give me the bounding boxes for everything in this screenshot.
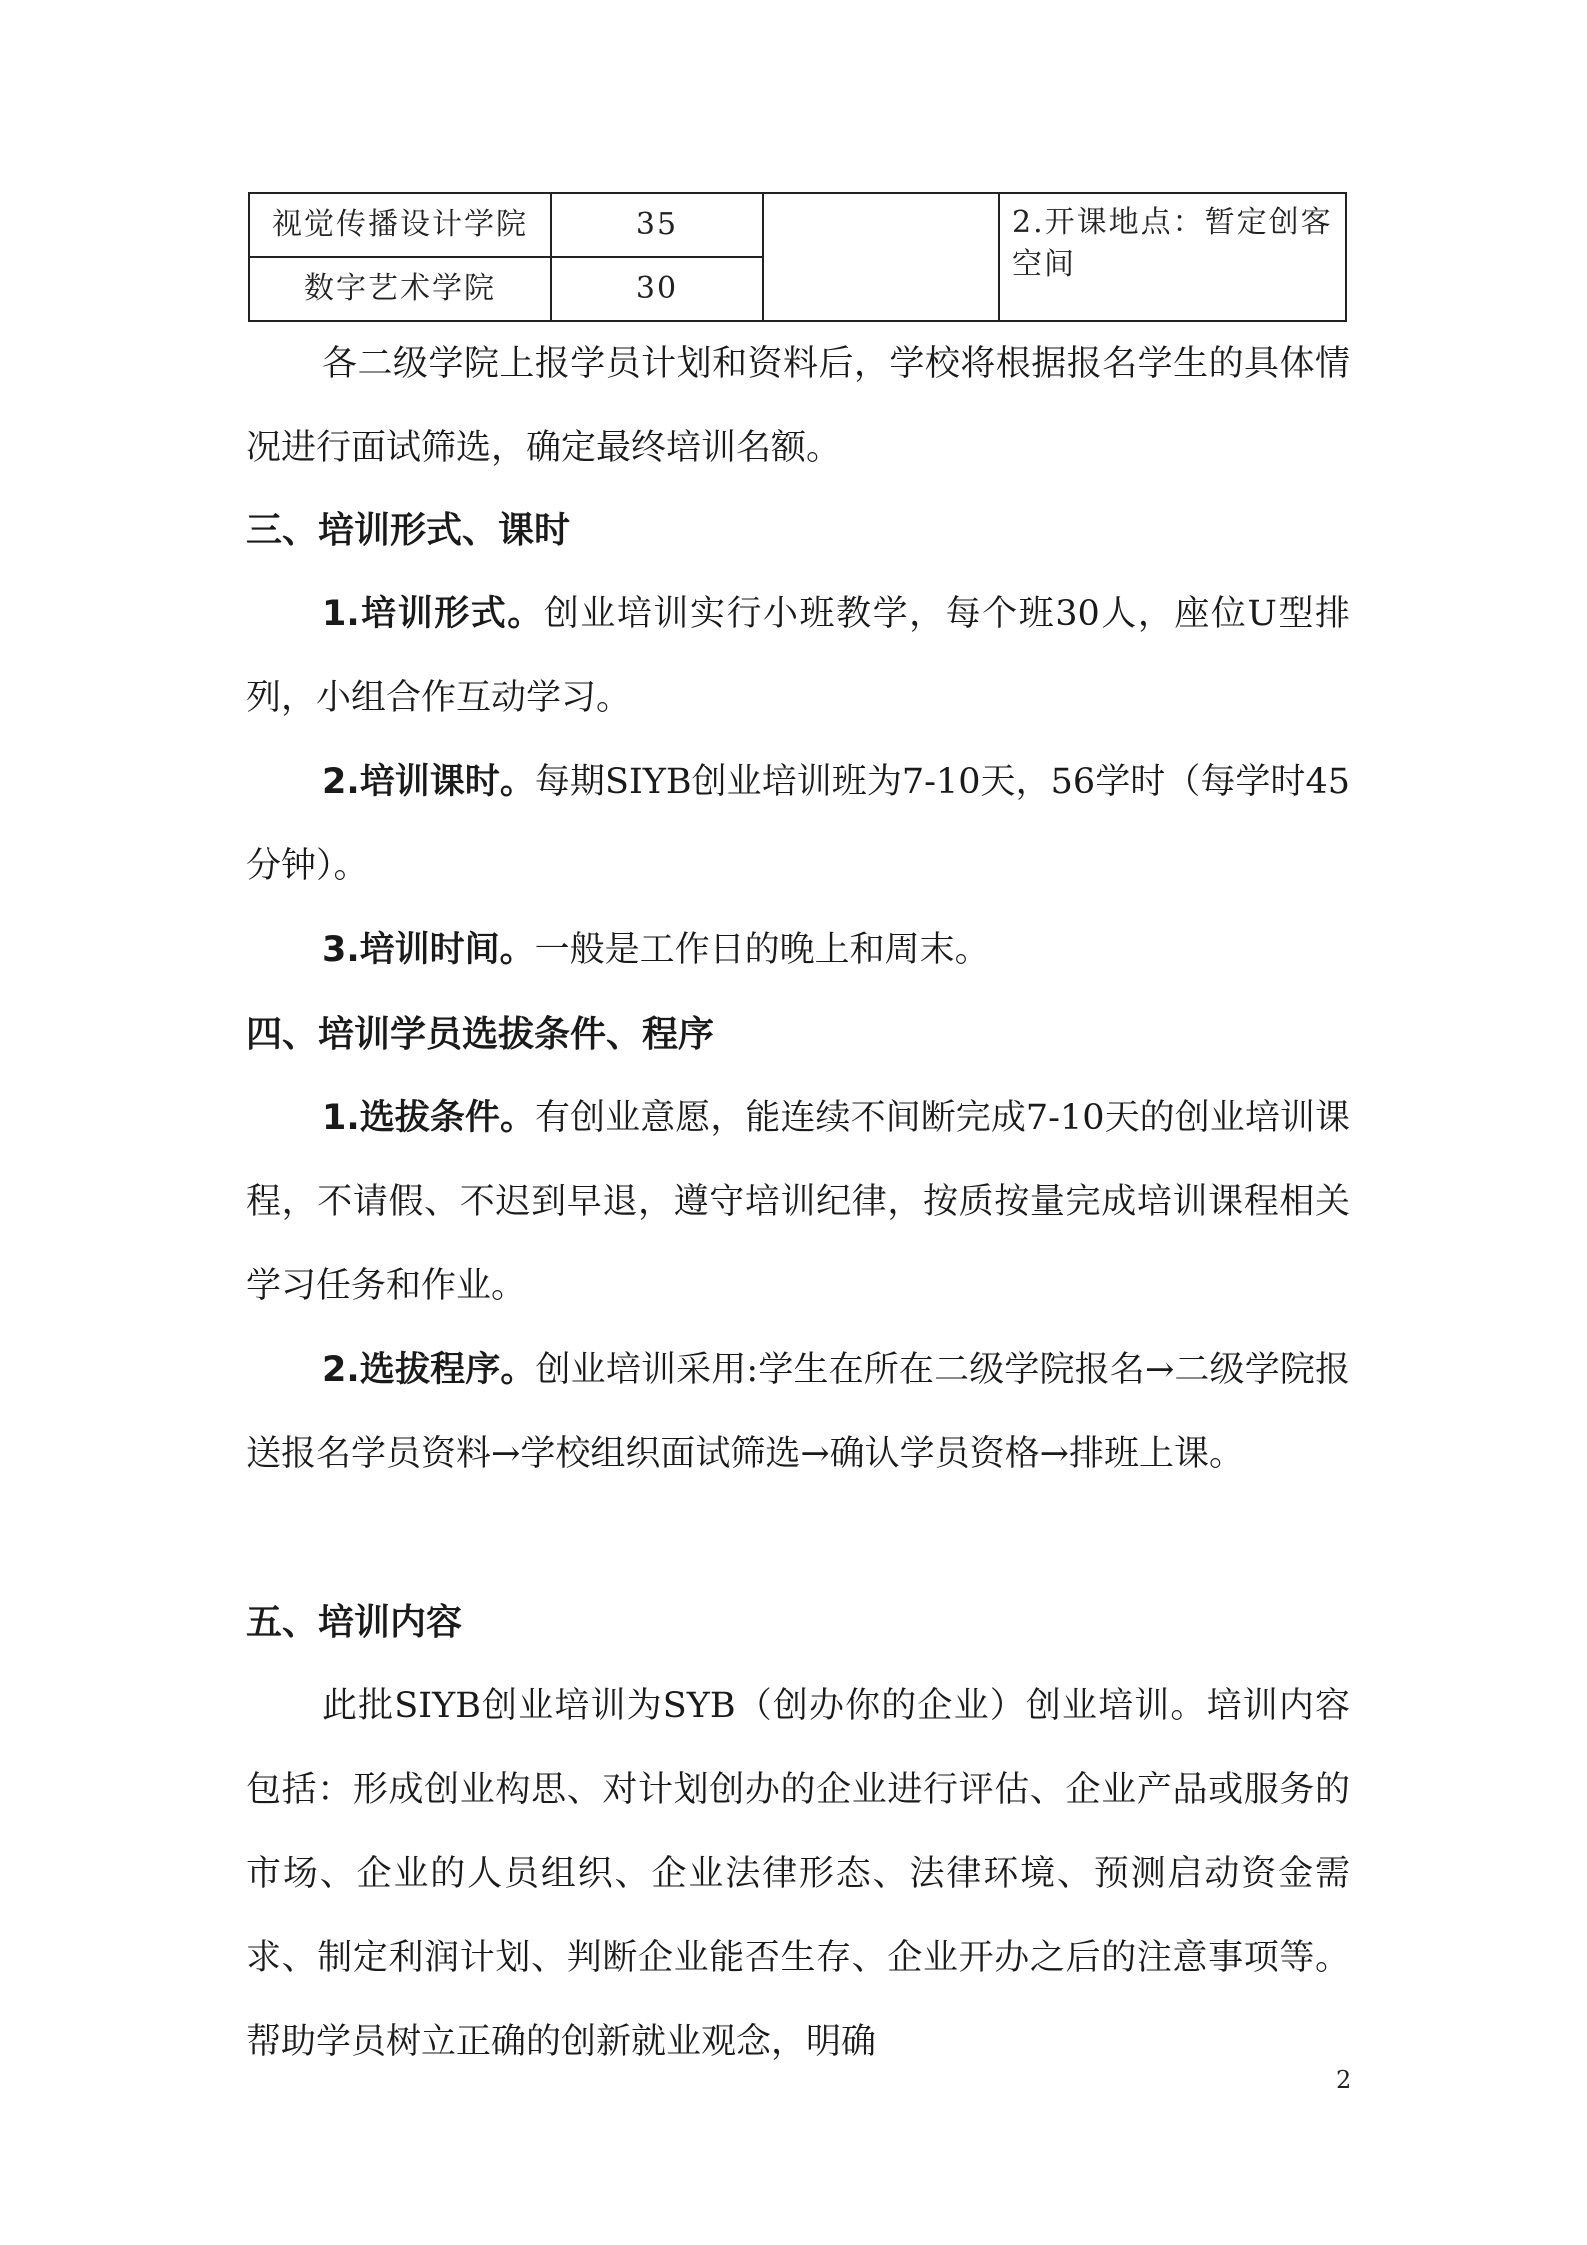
section4-heading: 四、培训学员选拔条件、程序 (246, 1014, 715, 1055)
table-row (249, 193, 1346, 257)
college-name-cell: 数字艺术学院 (249, 257, 551, 321)
section5-paragraph: 此批SIYB创业培训为SYB（创办你的企业）创业培训。培训内容包括：形成创业构思、对计划创办的企业进行评估、企业产品或服务的市场、企业的人员组织、企业法律形态、法律环境、预测启动资金需求、制定利润计划、判断企业能否生存、企业开办之后的注意事项等。帮助学员树立正确的创新就业观念，明确 (246, 1686, 1350, 2062)
college-name-cell: 视觉传播设计学院 (249, 193, 551, 257)
section4-item-1 (246, 1076, 1350, 1328)
item-lead: 2.选拔程序。 (322, 1350, 536, 1390)
item-text: 创业培训采用:学生在所在二级学院报名→二级学院报送报名学员资料→学校组织面试筛选→确认学员资格→排班上课。 (246, 1350, 1350, 1474)
section3-item-1 (246, 572, 1350, 740)
item-lead: 1.选拔条件。 (322, 1098, 536, 1138)
quota-table (248, 192, 1347, 322)
section3-item-2 (246, 740, 1350, 908)
item-text: 每期SIYB创业培训班为7-10天，56学时（每学时45分钟）。 (246, 762, 1350, 886)
section5-heading: 五、培训内容 (246, 1602, 463, 1643)
intro-paragraph: 各二级学院上报学员计划和资料后，学校将根据报名学生的具体情况进行面试筛选，确定最终培训名额。 (246, 344, 1350, 468)
item-lead: 2.培训课时。 (322, 762, 535, 802)
count-cell: 35 (551, 193, 763, 257)
item-lead: 3.培训时间。 (322, 930, 535, 970)
section3-item-3 (246, 908, 1350, 992)
item-text: 一般是工作日的晚上和周末。 (534, 930, 990, 970)
location-note-cell: 2.开课地点：暂定创客空间 (999, 193, 1346, 321)
page-number: 2 (1336, 2066, 1352, 2094)
count-cell: 30 (551, 257, 763, 321)
item-text: 创业培训实行小班教学，每个班30人，座位U型排列，小组合作互动学习。 (246, 594, 1350, 718)
item-text: 有创业意愿，能连续不间断完成7-10天的创业培训课程，不请假、不迟到早退，遵守培训纪律，按质按量完成培训课程相关学习任务和作业。 (246, 1098, 1350, 1306)
section4-item-2 (246, 1328, 1350, 1496)
empty-cell (763, 193, 999, 321)
section3-heading: 三、培训形式、课时 (246, 510, 571, 551)
item-lead: 1.培训形式。 (322, 594, 544, 634)
